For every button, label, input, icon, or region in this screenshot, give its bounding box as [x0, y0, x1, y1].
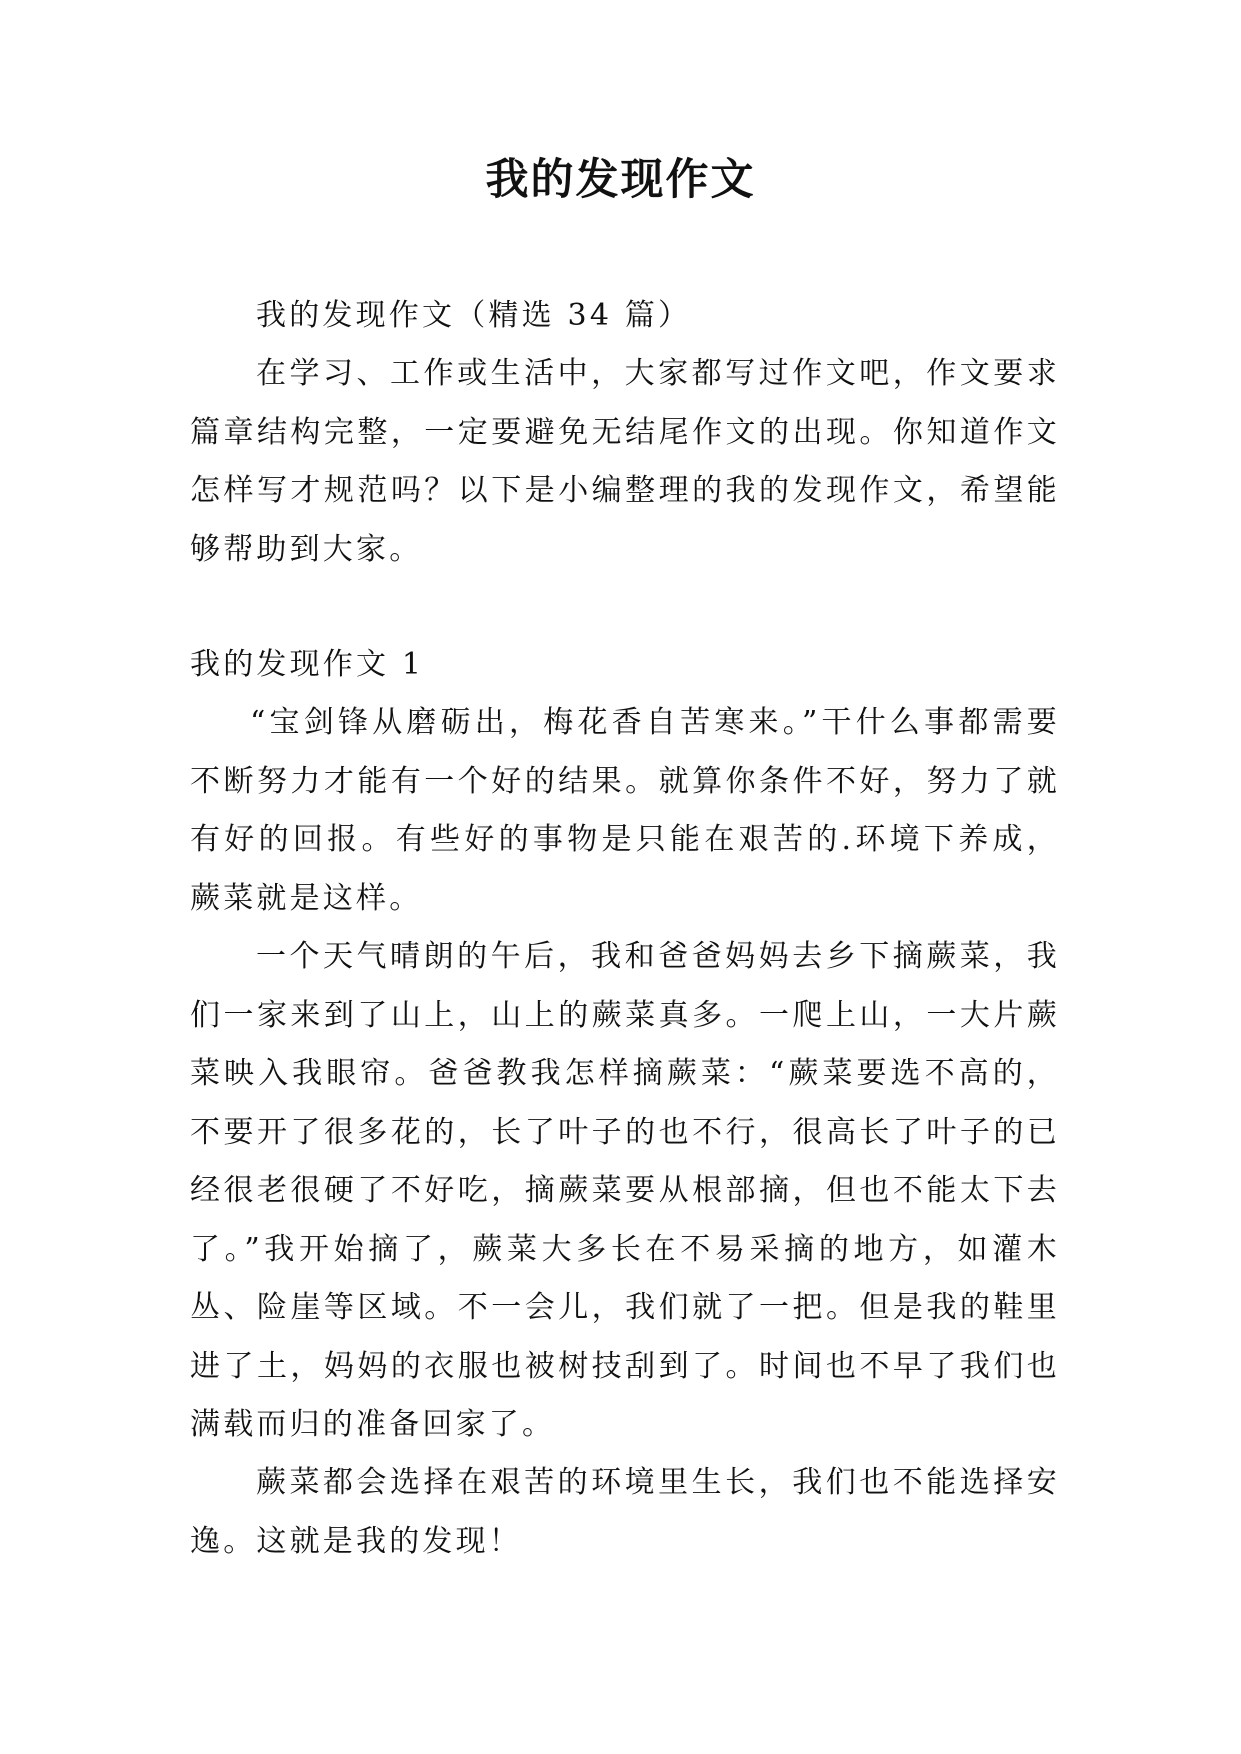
essay-paragraph-2: 一个天气晴朗的午后，我和爸爸妈妈去乡下摘蕨菜，我们一家来到了山上，山上的蕨菜真多。一爬上山，一大片蕨菜映入我眼帘。爸爸教我怎样摘蕨菜：“蕨菜要选不高的，不要开了很多花的，长了叶子的也不行，很高长了叶子的已经很老很硬了不好吃，摘蕨菜要从根部摘，但也不能太下去了。”我开始摘了，蕨菜大多长在不易采摘的地方，如灌木丛、险崖等区域。不一会儿，我们就了一把。但是我的鞋里进了土，妈妈的衣服也被树技刮到了。时间也不早了我们也满载而归的准备回家了。 [190, 939, 1060, 1442]
intro-paragraph: 在学习、工作或生活中，大家都写过作文吧，作文要求篇章结构完整，一定要避免无结尾作文的出现。你知道作文怎样写才规范吗？以下是小编整理的我的发现作文，希望能够帮助到大家。 [190, 356, 1060, 567]
essay-paragraph-1: “宝剑锋从磨砺出，梅花香自苦寒来。”干什么事都需要不断努力才能有一个好的结果。就算你条件不好，努力了就有好的回报。有些好的事物是只能在艰苦的.环境下养成，蕨菜就是这样。 [190, 705, 1060, 916]
document-subtitle: 我的发现作文（精选 34 篇） [256, 298, 692, 333]
section-heading: 我的发现作文 1 [190, 647, 425, 682]
document-title: 我的发现作文 [485, 155, 756, 205]
essay-paragraph-3: 蕨菜都会选择在艰苦的环境里生长，我们也不能选择安逸。这就是我的发现！ [190, 1465, 1060, 1559]
